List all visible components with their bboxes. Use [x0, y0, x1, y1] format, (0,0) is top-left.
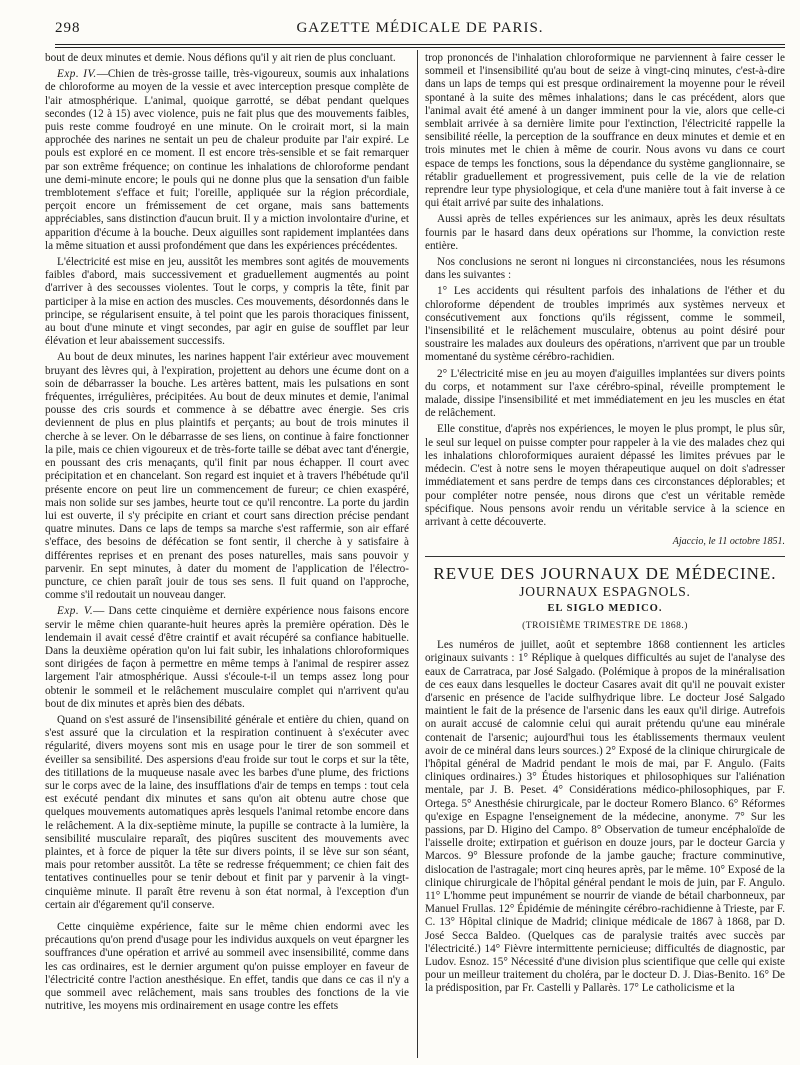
- paragraph: Aussi après de telles expériences sur les animaux, après les deux résultats fournis par le hasard dans deux opérations sur l'homme, la conviction reste entière.: [425, 213, 785, 252]
- paragraph: Quand on s'est assuré de l'insensibilité générale et entière du chien, quand on s'est assuré que la circulation et la respiration continuent à s'exécuter avec régularité, divers moyens sont mis en usage pour le tirer de son sommeil et éveiller sa sensibilité. Des aspersions d'eau froide sur tout le corps et sur la tête, des titillations de la muqueuse nasale avec les barbes d'une plume, des frictions sur le corps avec de la laine, des insufflations d'air de temps en temps : tout cela est exécuté pendant dix minutes et sans qu'on ait obtenu autre chose que quelques mouvements automatiques après lesquels l'animal retombe encore dans le relâchement. A la dix-septième minute, la pupille se contracte à la lumière, la sensibilité musculaire reparaît, des piqûres suscitent des mouvements avec plaintes, et à force de piquer la tête sur divers points, il se lève sur son séant, mais pour retomber aussitôt. La tête se redresse fréquemment; ce chien fait des tentatives continuelles pour se tenir debout et finit par y parvenir à la vingt-cinquième minute. Il paraît être revenu à son état normal, à l'exception d'un certain air d'égarement qu'il conserve.: [45, 713, 409, 911]
- paragraph: Nos conclusions ne seront ni longues ni circonstanciées, nous les résumons dans les suivantes :: [425, 256, 785, 282]
- paragraph: Les numéros de juillet, août et septembre 1868 contiennent les articles originaux suivants : 1° Réplique à quelques difficultés au sujet de l'analyse des eaux de Carratraca, par José Salgado. (Polémique à propos de la minéralisation de ces eaux dans lesquelles le docteur Casares avait dit qu'il ne pouvait exister d'arsenic en présence de l'acide sulfhydrique libre. Le docteur José Salgado maintient le fait de la présence de l'arsenic dans les eaux qu'il dirige. Autrefois on aurait accusé de calomnie celui qui aurait prétendu qu'une eau minérale contenait de l'arsenic; aujourd'hui tous les établissements thermaux veulent avoir de ce minéral dans leurs sources.) 2° Exposé de la clinique chirurgicale de l'hôpital général de Madrid pendant le mois de mai, par F. Angulo. (Faits cliniques ordinaires.) 3° Études historiques et philosophiques sur l'aliénation mentale, par J. B. Peset. 4° Considérations médico-philosophiques, par F. Ortega. 5° Anesthésie chirurgicale, par le docteur Romero Blanco. 6° Réformes qu'exige en Espagne l'enseignement de la médecine, anonyme. 7° Sur les passions, par D. Higino del Campo. 8° Observation de tumeur encéphaloïde de l'aisselle droite; extirpation et guérison en douze jours, par le docteur Garcia y Marcos. 9° Blessure profonde de la jambe gauche; fracture comminutive, dislocation de l'astragale; mort cinq heures après, par le même. 10° Exposé de la clinique chirurgicale de l'hôpital général pendant le mois de juin, par F. Angulo. 11° L'homme peut impunément se nourrir de viande de bétail charbonneux, par Manuel Frullas. 12° Épidémie de méningite cérébro-rachidienne à Trieste, par F. C. 13° Hôpital clinique de Madrid; clinique médicale de 1867 à 1868, par D. José Secca Baldeo. (Quelques cas de paralysie traités avec succès par l'électricité.) 14° Fièvre intermittente pernicieuse; difficultés de diagnostic, par Ludov. Esnoz. 15° Nécessité d'une division plus scientifique que celle qui existe pour un meilleur traitement du choléra, par le docteur D. J. Dias-Benito. 16° De la prédisposition, par Fr. Castelli y Pallarès. 17° Le catholicisme et la: [425, 639, 785, 995]
- signature-line: Ajaccio, le 11 octobre 1851.: [672, 536, 785, 548]
- paragraph: L'électricité est mise en jeu, aussitôt les membres sont agités de mouvements faibles d'abord, mais successivement et graduellement augmentés au point d'arriver à des secousses violentes. Tout le corps, y compris la tête, finit par participer à la mise en action des muscles. Ces mouvements, désordonnés dans le principe, se régularisent ensuite, à tel point que les parois thoraciques finissent, au bout d'une minute et vingt secondes, par agir en guise de soufflet par leur élévation et leur abaissement successifs.: [45, 256, 409, 348]
- paragraph: Cette cinquième expérience, faite sur le même chien endormi avec les précautions qu'on prend d'usage pour les individus auxquels on veut épargner les souffrances d'une opération et arrivé au sommeil avec insensibilité, comme dans les cas ordinaires, est le dernier argument qu'on puisse employer en faveur de l'électricité contre l'action anesthésique. En effet, tandis que dans ce cas il n'y a que sommeil avec relâchement, mais sans troubles des fonctions de la vie nutritive, les moyens mis ordinairement en usage contre les effets: [45, 921, 409, 1013]
- conclusion-1: 1° Les accidents qui résultent parfois des inhalations de l'éther et du chloroforme dépendent de troubles imprimés aux systèmes nerveux et consécutivement aux fonctions qu'ils régissent, comme le sommeil, l'insensibilité et le relâchement musculaire, obtenus au point désiré pour soustraire les malades aux douleurs des opérations, n'arrivent que par un trouble momentané du système cérébro-rachidien.: [425, 285, 785, 364]
- journal-name: EL SIGLO MEDICO.: [547, 602, 663, 614]
- section-title: REVUE DES JOURNAUX DE MÉDECINE.: [433, 564, 777, 584]
- header-rule-double: [55, 47, 785, 48]
- journal-title: GAZETTE MÉDICALE DE PARIS.: [296, 20, 544, 36]
- left-column: [45, 52, 409, 1016]
- experiment-v: [45, 605, 409, 711]
- paragraph: Au bout de deux minutes, les narines happent l'air extérieur avec mouvement bruyant des lèvres qui, à l'expiration, projettent au dehors une écume dont on a soin de débarrasser la bouche. Les artères battent, mais les pulsations en sont fréquentes, irrégulières, précipitées. Au bout de deux minutes et demie, l'animal pousse des cris sourds et commence à se débattre avec énergie. Ses cris deviennent de plus en plus plaintifs et perçants; au bout de trois minutes il cherche à se lever. On le débarrasse de ses liens, on continue à faire fonctionner la pile, mais ce chien vigoureux et de très-forte taille se débat avec tant d'énergie, en poussant des cris menaçants, qu'il finit par nous échapper. Il court avec précipitation et en chancelant. Son regard est inquiet et à travers l'hébétude qu'il présente encore on peut lire un commencement de fureur; ce chien exaspéré, mais non solide sur ses jambes, heurte tout ce qu'il rencontre. La porte du jardin lui est ouverte, il s'y précipite en criant et court sans direction précise pendant quatre minutes. Dans ce laps de temps sa marche s'est raffermie, son air effaré s'efface, des besoins de défécation se font sentir, il cherche à y satisfaire à différentes reprises et en prenant des poses naturelles, mais sans pouvoir y parvenir. En sept minutes, à dater du moment de l'application de l'électro-puncture, ce chien paraît jouir de tous ses sens. Il fuit quand on l'approche, comme s'il redoutait un nouveau danger.: [45, 351, 409, 602]
- header-rule: [55, 44, 785, 45]
- paragraph-text: —Chien de très-grosse taille, très-vigoureux, soumis aux inhalations de chloroforme au moyen de la vessie et avec interception presque complète de l'air atmosphérique. L'animal, quoique garrotté, se débat pendant quelques secondes (12 à 15) avec violence, puis ne fait plus que des mouvements faibles, puis reste comme foudroyé en une minute. On le croirait mort, si la main approchée des narines ne sentait un peu de chaleur produite par l'air expiré. Le pouls est exploré en ce moment. Il est encore très-sensible et se fait remarquer par son extrême fréquence; on continue les inhalations de chloroforme pendant une demi-minute encore; le pouls qui ne donne plus que la sensation d'un faible tremblotement s'efface et fuit; l'oreille, appliquée sur la région précordiale, perçoit encore un frémissement de cet organe, mais sans battements appréciables, sans distinction d'aucun bruit. Il y a miction involontaire d'urine, et apparition d'écume à la bouche. Deux aiguilles sont rapidement implantées dans la même situation et aussi profondément que dans les expériences précédentes.: [45, 68, 409, 252]
- experiment-iv: [45, 68, 409, 253]
- right-column: [425, 52, 785, 999]
- page-number: 298: [55, 20, 81, 36]
- subsection-title: JOURNAUX ESPAGNOLS.: [519, 583, 691, 599]
- paragraph: Elle constitue, d'après nos expériences, le moyen le plus prompt, le plus sûr, le seul sur lequel on puisse compter pour rappeler à la vie des malades chez qui les inhalations chloroformiques auraient dépassé les limites prévues par le médecin. C'est à notre sens le moyen thérapeutique auquel on doit s'adresser immédiatement et sans perdre de temps dans ces circonstances déplorables; et pour compléter notre pensée, nous dirons que c'est un véritable remède spécifique. Nous pensons avoir rendu un véritable service à la science en arrivant à cette découverte.: [425, 423, 785, 528]
- column-divider: [417, 50, 418, 1058]
- section-rule: [425, 556, 785, 557]
- paragraph: bout de deux minutes et demie. Nous défions qu'il y ait rien de plus concluant.: [45, 52, 396, 64]
- paragraph-text: — Dans cette cinquième et dernière expérience nous faisons encore servir le même chien quarante-huit heures après la première opération. Dès le lendemain il avait cessé d'être craintif et avait récupéré sa confiance habituelle. Dans la deuxième opération qu'on lui fait subir, les inhalations chloroformiques sont dirigées de façon à permettre en même temps à l'animal de respirer assez largement l'air atmosphérique. Aussi s'écoule-t-il un temps assez long pour obtenir le sommeil et le relâchement musculaire complet qui n'arrivent qu'au bout de dix minutes et après bien des débats.: [45, 605, 409, 710]
- experiment-label: Exp. V.: [57, 605, 94, 618]
- experiment-label: Exp. IV.: [57, 68, 97, 81]
- running-header: [55, 18, 785, 40]
- paragraph: trop prononcés de l'inhalation chloroformique ne parviennent à faire cesser le sommeil et l'insensibilité qu'au bout de seize à vingt-cinq minutes, c'est-à-dire dans un laps de temps qui est presque ordinairement la moyenne pour le réveil spontané à la suite des mêmes inhalations; dans le cas précédent, alors que l'animal avait été amené à un danger imminent pour la vie, alors que celle-ci semblait arrivée à sa dernière limite pour l'extinction, l'électricité rappelle la sensibilité réelle, la perception de la souffrance en deux minutes et demie et en trois minutes met le chien à même de courir. Nous avons vu dans ce court espace de temps les fonctions, sous la dépendance du système ganglionnaire, se rétablir graduellement et progressivement, puis celle de la vie de relation reprendre leur type physiologique, et cela d'une manière tout à fait inverse à ce qui était arrivé par suite des inhalations.: [425, 52, 785, 210]
- trimester-label: (TROISIÈME TRIMESTRE DE 1868.): [522, 620, 688, 631]
- conclusion-2: 2° L'électricité mise en jeu au moyen d'aiguilles implantées sur divers points du corps, et notamment sur l'axe cérébro-spinal, réveille promptement le malade, dissipe l'insensibilité et met immédiatement en jeu les muscles en état de relâchement.: [425, 367, 785, 420]
